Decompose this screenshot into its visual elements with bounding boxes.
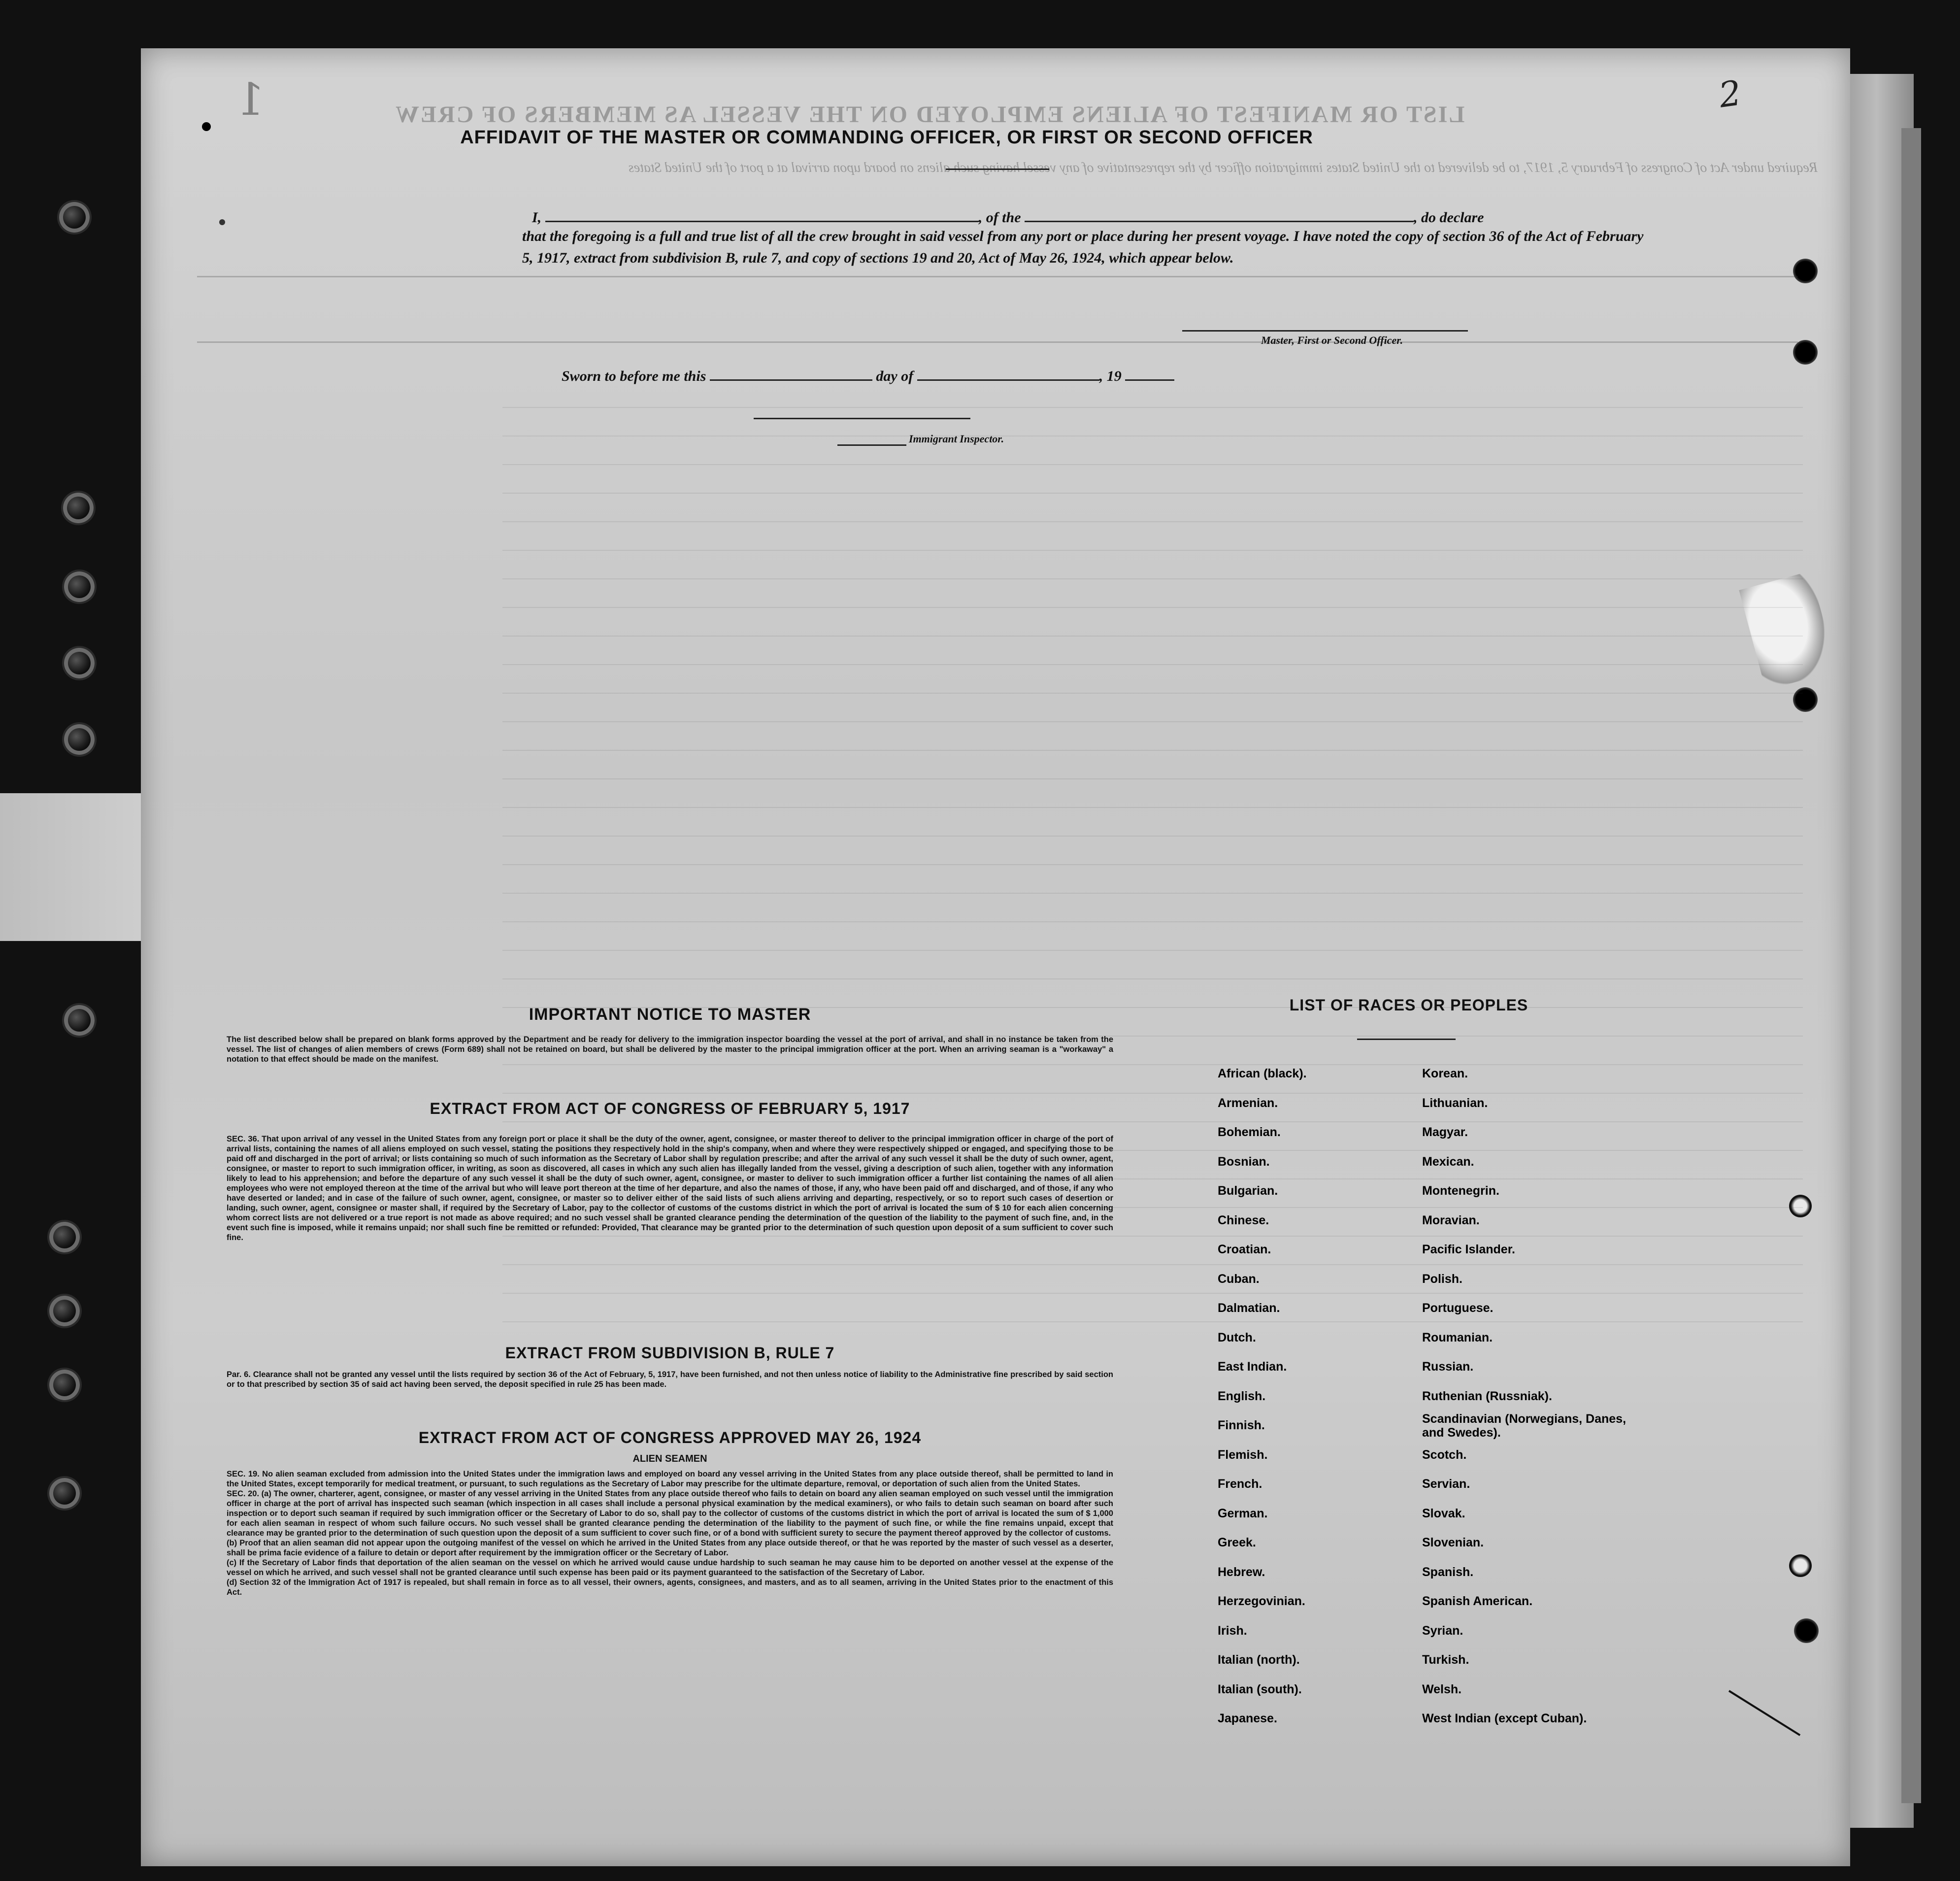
bleed-through-row (502, 751, 1803, 779)
sec-20a-paragraph: SEC. 20. (a) The owner, charterer, agent, consignee, or master of any vessel arriving in the United States from any place outside thereof who fails to detain on board any alien seaman employed on such vessel until the immigration officer in charge at the port of arrival has inspected such seaman (which inspection in all cases shall include a personal physical examination by the medical examiners), or who fails to detain such seaman on board after such inspection or to deport such seaman if required by such immigration officer or the Secretary of Labor to do so, shall pay to the collector of customs of the customs district in which the port of arrival is located the sum of $ 1,000 for each alien seaman in respect of whom such failure occurs. No such vessel shall be granted clearance pending the determination of the liability to the payment of such fine, or while the fine remains unpaid, except that clearance may be granted prior to the determination of such question upon the deposit of a sum sufficient to cover such fine, or of a bond with sufficient surety to secure the payment thereof approved by the collector of customs. (227, 1489, 1113, 1538)
race-item: French. (1218, 1477, 1262, 1491)
race-item: Cuban. (1218, 1272, 1260, 1286)
master-name-field[interactable] (545, 207, 979, 222)
extract-1924-body (227, 1469, 1113, 1597)
sec-19-paragraph: SEC. 19. No alien seaman excluded from admission into the United States under the immigration laws and employed on board any vessel arriving in the United States from any place outside thereof, shall be permitted to land in the United States, except temporarily for medical treatment, or pursuant, to such regulations as the Secretary of Labor may prescribe for the ultimate departure, removal, or deportation of such alien from the United States. (227, 1470, 1113, 1488)
extract-1917-title: EXTRACT FROM ACT OF CONGRESS OF FEBRUARY 5, 1917 (430, 1100, 910, 1117)
sec-20c-paragraph: (c) If the Secretary of Labor finds that deportation of the alien seaman on the vessel on which he arrived would cause undue hardship to such seaman he may cause him to be deported on another vessel at the expense of the vessel on which he arrived, and such vessel shall not be granted clearance until such expense has been paid or its payment guaranteed to the satisfaction of the Secretary of Labor. (227, 1558, 1113, 1577)
bleed-through-row (502, 722, 1803, 751)
sworn-day-label: day of (876, 368, 914, 384)
race-item: Montenegrin. (1422, 1184, 1499, 1198)
race-item: Moravian. (1422, 1213, 1480, 1227)
ink-dot (219, 219, 225, 225)
punch-hole-icon (1793, 340, 1818, 365)
binder-hole-icon (64, 571, 95, 602)
signature-label: Master, First or Second Officer. (1261, 334, 1403, 346)
race-item: Portuguese. (1422, 1301, 1494, 1315)
bleed-through-row (502, 551, 1803, 579)
race-item: Spanish. (1422, 1565, 1474, 1579)
race-item: Dutch. (1218, 1330, 1256, 1344)
sworn-line (562, 366, 1174, 385)
race-item: Croatian. (1218, 1243, 1271, 1256)
bleed-through-row (502, 808, 1803, 837)
bleed-through-row (502, 894, 1803, 922)
paper-fold-strip (0, 793, 163, 941)
notice-body: The list described below shall be prepared on blank forms approved by the Department and be ready for delivery to the immigration inspector boarding the vessel at the port of arrival, and shall in no instance be taken from the vessel. The list of changes of alien members of crews (Form 689) shall not be retained on board, but shall be delivered by the master to the principal immigration officer at the port. When an arriving seaman is a "workaway" a notation to that effect should be made on the manifest. (227, 1035, 1113, 1064)
race-item: English. (1218, 1389, 1266, 1403)
extract-1924-subtitle: ALIEN SEAMEN (632, 1453, 707, 1464)
race-item: Roumanian. (1422, 1330, 1493, 1344)
affidavit-body: that the foregoing is a full and true list of all the crew brought in said vessel from any port or place during her present voyage. I have noted the copy of section 36 of the Act of February 5, 1917, extract from subdivision B, rule 7, and copy of sections 19 and 20, Act of May 26, 1924, which appear below. (522, 228, 1644, 266)
race-item: Scotch. (1422, 1447, 1467, 1462)
race-item: Irish. (1218, 1623, 1247, 1638)
bleed-through-row (502, 465, 1803, 494)
bleed-through-row (502, 979, 1803, 1008)
race-item: Armenian. (1218, 1096, 1278, 1110)
bleed-through-row (502, 494, 1803, 522)
sworn-day-field[interactable] (710, 366, 872, 381)
extract-1924-title: EXTRACT FROM ACT OF CONGRESS APPROVED MAY 26, 1924 (418, 1429, 922, 1446)
race-item: Bulgarian. (1218, 1184, 1278, 1198)
race-item: Ruthenian (Russniak). (1422, 1389, 1552, 1403)
underlying-sheet-edge (1901, 128, 1921, 1803)
declare-i: I, (532, 209, 542, 226)
race-item: Lithuanian. (1422, 1096, 1488, 1110)
race-item: East Indian. (1218, 1360, 1287, 1374)
bleed-through-row (502, 951, 1803, 979)
title-rule (946, 168, 1049, 170)
race-item: Mexican. (1422, 1154, 1474, 1169)
race-item: Flemish. (1218, 1447, 1268, 1462)
bleed-through-mark: 1 (236, 74, 265, 126)
bleed-through-subtitle: Required under Act of Congress of February 5, 1917, to be delivered to the United States immigration officer by the representative of any vessel having such aliens on board upon arrival at a port of the United States (628, 160, 1818, 175)
extract-rule7-body: Par. 6. Clearance shall not be granted any vessel until the lists required by section 36 of the Act of February, 5, 1917, have been furnished, and not then unless notice of liability to the Administrative fine prescribed by said section or to that prescribed by section 35 of said act having been served, the deposit specified in rule 25 has been made. (227, 1370, 1113, 1389)
bleed-through-row (502, 922, 1803, 951)
races-title: LIST OF RACES OR PEOPLES (1289, 996, 1528, 1014)
races-title-rule (1357, 1039, 1456, 1040)
punch-hole-icon (1794, 1618, 1819, 1643)
bleed-through-row (502, 865, 1803, 894)
bleed-through-row (502, 637, 1803, 665)
race-item: Japanese. (1218, 1712, 1277, 1725)
race-item: West Indian (except Cuban). (1422, 1712, 1587, 1725)
signature-field[interactable] (1182, 330, 1468, 332)
binder-hole-icon (49, 1296, 80, 1326)
race-item: Hebrew. (1218, 1565, 1265, 1579)
race-item: Dalmatian. (1218, 1301, 1280, 1315)
declare-end: , do declare (1414, 209, 1484, 226)
bleed-through-row (502, 694, 1803, 722)
inspector-signature-field[interactable] (754, 418, 970, 419)
binder-hole-icon (49, 1370, 80, 1400)
vessel-name-field[interactable] (1025, 207, 1414, 222)
race-item: German. (1218, 1506, 1268, 1520)
bleed-through-row (502, 522, 1803, 551)
bleed-through-row (502, 608, 1803, 637)
binder-hole-icon (64, 648, 95, 678)
sworn-prefix: Sworn to before me this (562, 368, 706, 384)
races-column-1 (1218, 1059, 1307, 1734)
race-item: Scandinavian (Norwegians, Danes, and Swedes). (1422, 1412, 1627, 1440)
bleed-through-row (502, 837, 1803, 865)
race-item: Finnish. (1218, 1418, 1265, 1432)
affidavit-title: AFFIDAVIT OF THE MASTER OR COMMANDING OFFICER, OR FIRST OR SECOND OFFICER (460, 127, 1313, 148)
races-column-2 (1422, 1059, 1629, 1734)
binder-hole-icon (49, 1478, 80, 1509)
race-item: Welsh. (1422, 1682, 1462, 1696)
binder-hole-icon (59, 202, 90, 233)
bleed-through-row (502, 779, 1803, 808)
binder-hole-icon (64, 1005, 95, 1036)
sworn-month-field[interactable] (917, 366, 1099, 381)
binder-hole-icon (49, 1222, 80, 1252)
race-item: Slovak. (1422, 1506, 1465, 1520)
race-item: Pacific Islander. (1422, 1243, 1515, 1256)
race-item: Korean. (1422, 1067, 1468, 1080)
bleed-through-table-header (197, 276, 1798, 343)
sec-20d-paragraph: (d) Section 32 of the Immigration Act of 1917 is repealed, but shall remain in force as to all vessel, their owners, agents, consignees, and masters, and as to all seamen, arriving in the United States prior to the enactment of this Act. (227, 1578, 1113, 1597)
bleed-through-row (502, 665, 1803, 694)
inspector-signature-underline (837, 444, 906, 446)
race-item: Bohemian. (1218, 1125, 1281, 1139)
bleed-through-row (502, 437, 1803, 465)
bleed-through-title: LIST OR MANIFEST OF ALIENS EMPLOYED ON THE VESSEL AS MEMBERS OF CREW (394, 101, 1465, 128)
punch-hole-icon (1789, 1554, 1812, 1577)
affidavit-declaration-line (532, 207, 1484, 226)
race-item: Magyar. (1422, 1125, 1468, 1139)
race-item: Italian (south). (1218, 1682, 1302, 1696)
race-item: Syrian. (1422, 1623, 1463, 1638)
ink-dot (202, 122, 211, 131)
race-item: African (black). (1218, 1067, 1307, 1080)
handwritten-page-mark: 2 (1716, 72, 1744, 116)
bleed-through-row (502, 579, 1803, 608)
sec-20b-paragraph: (b) Proof that an alien seaman did not appear upon the outgoing manifest of the vessel on which he arrived in the United States from any place outside thereof, or that he was reported by the master of such vessel as a deserter, shall be prima facie evidence of a failure to detain or deport after requirement by the immigration officer or the Secretary of Labor. (227, 1539, 1113, 1557)
race-item: Spanish American. (1422, 1594, 1533, 1608)
notice-title: IMPORTANT NOTICE TO MASTER (529, 1005, 811, 1024)
sworn-year-label: , 19 (1099, 368, 1122, 384)
race-item: Chinese. (1218, 1213, 1269, 1227)
race-item: Italian (north). (1218, 1653, 1300, 1667)
race-item: Bosnian. (1218, 1154, 1270, 1169)
binder-hole-icon (63, 493, 94, 523)
race-item: Servian. (1422, 1477, 1470, 1491)
binder-hole-icon (64, 724, 95, 755)
race-item: Slovenian. (1422, 1536, 1484, 1549)
inspector-label: Immigrant Inspector. (909, 433, 1004, 445)
race-item: Russian. (1422, 1360, 1474, 1374)
bleed-through-row (502, 408, 1803, 437)
race-item: Greek. (1218, 1536, 1256, 1549)
race-item: Turkish. (1422, 1653, 1469, 1667)
extract-rule7-title: EXTRACT FROM SUBDIVISION B, RULE 7 (505, 1344, 835, 1362)
sworn-year-field[interactable] (1125, 366, 1174, 381)
declare-of-the: , of the (978, 209, 1021, 226)
race-item: Herzegovinian. (1218, 1594, 1305, 1608)
race-item: Polish. (1422, 1272, 1462, 1286)
extract-1917-body: SEC. 36. That upon arrival of any vessel in the United States from any foreign port or place it shall be the duty of the owner, agent, consignee, or master thereof to deliver to the principal immigration officer in charge of the port of arrival lists, containing the names of all aliens employed on such vessel, stating the positions they respectively hold in the ship's company, when and where they were respectively shipped or engaged, and specifying those to be paid off and discharged in the port of arrival; or lists containing so much of such information as the Secretary of Labor shall by regulation prescribe; and after the arrival of any such vessel it shall be the duty of such owner, agent, consignee, or master to report to such immigration officer, in writing, as soon as discovered, all cases in which any such alien has illegally landed from the vessel, giving a description of such alien, together with any information likely to lead to his apprehension; and before the departure of any such vessel it shall be the duty of such owner, agent, consignee, or master to deliver to such immigration officer a further list containing the names of all alien employees who were not employed thereon at the time of the arrival but who will leave port thereon at the time of her departure, and also the names of those, if any, who have been paid off and discharged, and of those, if any who have deserted or landed; and in case of the failure of such owner, agent, consignee, or master so to deliver either of the said lists of such aliens arriving and departing, respectively, or so to report such cases of desertion or landing, such owner, agent, consignee or master shall, if required by the Secretary of Labor, pay to the collector of customs of the customs district in which the port of arrival is located the sum of $ 10 for each alien concerning whom correct lists are not delivered or a true report is not made as above required; and no such vessel shall be granted clearance pending the determination of the question of the liability to the payment of such fine, and, in the event such fine is imposed, while it remains unpaid; nor shall such fine be remitted or refunded: Provided, That clearance may be granted prior to the determination of such question upon deposit of a sum sufficient to cover such fine. (227, 1135, 1113, 1242)
